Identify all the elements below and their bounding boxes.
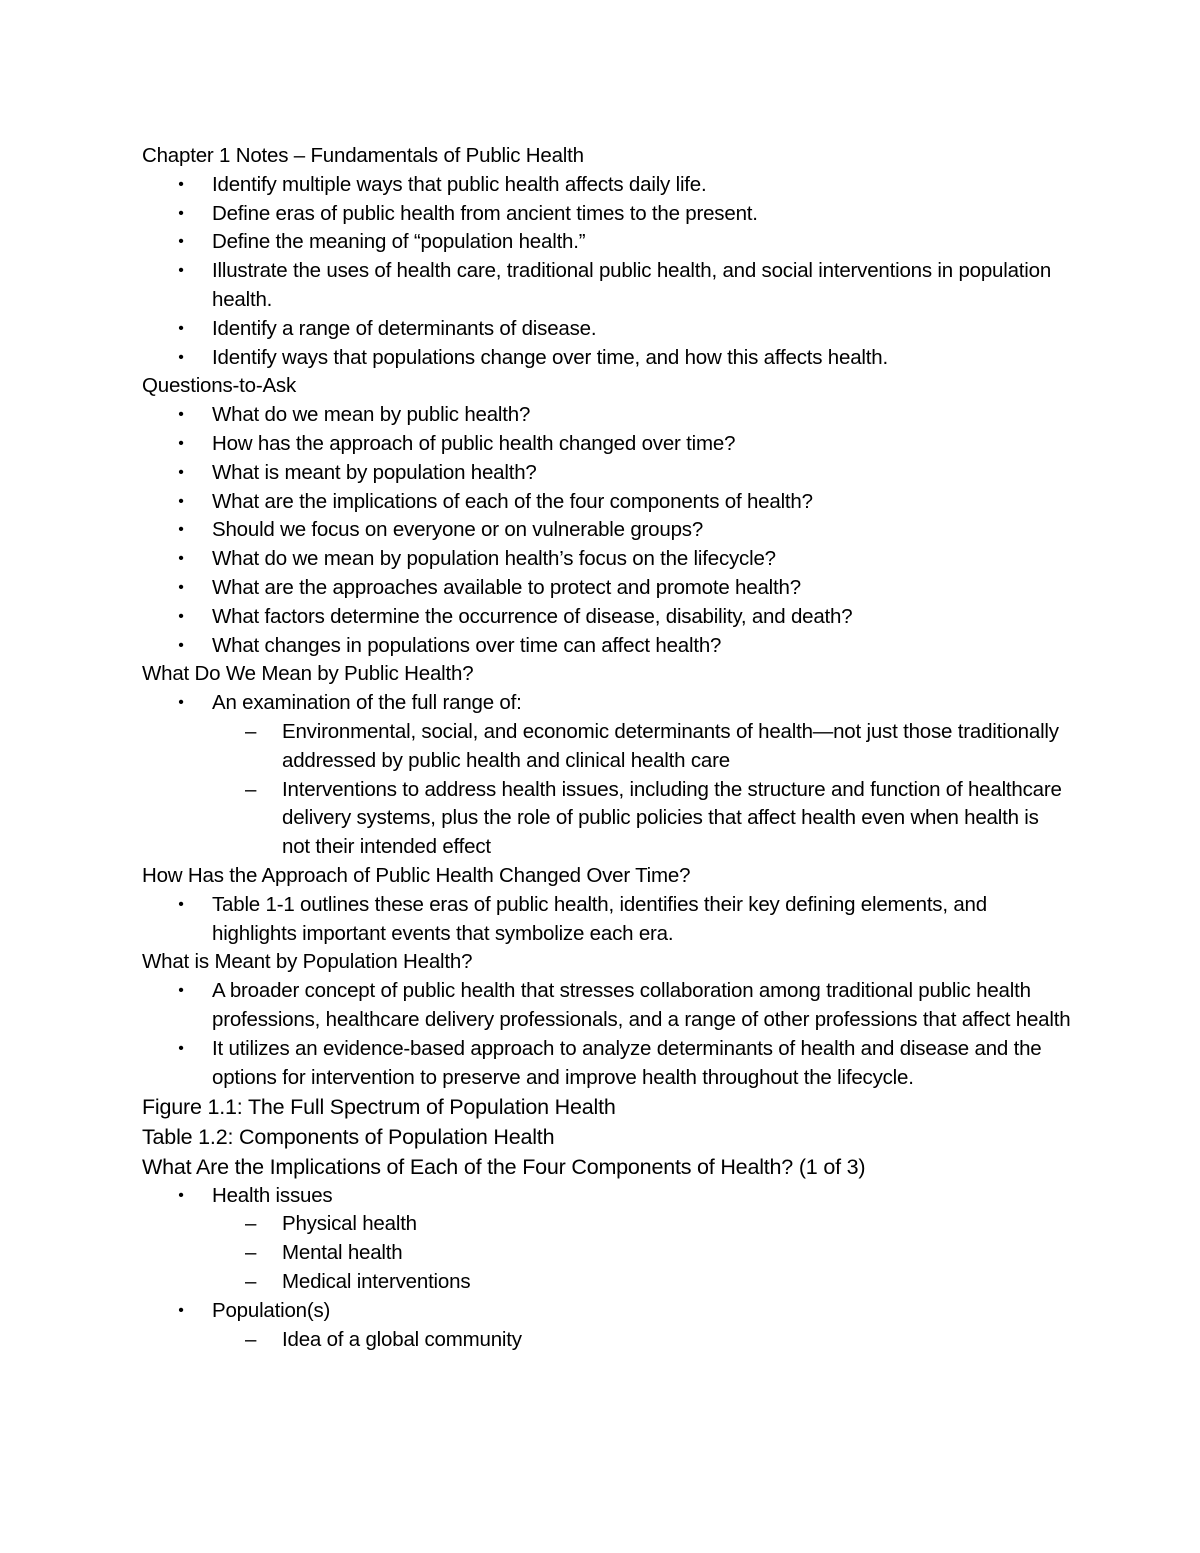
bullet-icon: • <box>178 348 184 366</box>
list-item-text: What do we mean by public health? <box>212 403 531 427</box>
bullet-icon: • <box>178 319 184 337</box>
list-item <box>142 516 1072 545</box>
dash-icon: – <box>245 1212 257 1236</box>
list-item-text: What changes in populations over time can affect health? <box>212 633 722 657</box>
list-item-text: Table 1-1 outlines these eras of public health, identifies their key defining elements, and highlights important events that symbolize each era. <box>212 892 987 945</box>
list-item <box>142 401 1072 430</box>
list-item <box>142 171 1072 200</box>
sub-list-item-text: Environmental, social, and economic determinants of health—not just those traditionally addressed by public health and clinical health care <box>282 719 1059 772</box>
list-item-text: Identify multiple ways that public health affects daily life. <box>212 172 707 196</box>
list-item <box>142 459 1072 488</box>
sub-list-item-text: Physical health <box>282 1212 417 1236</box>
bullet-icon: • <box>178 492 184 510</box>
list-item <box>142 891 1072 949</box>
sub-list-item <box>212 1326 1072 1355</box>
dash-icon: – <box>245 1270 257 1294</box>
list-item <box>142 430 1072 459</box>
sub-list-item <box>212 718 1072 776</box>
list-item-text: Illustrate the uses of health care, traditional public health, and social interventions in population health. <box>212 259 1052 311</box>
list-item <box>142 1035 1072 1093</box>
bullet-list <box>142 977 1072 1092</box>
sub-list-item-text: Idea of a global community <box>282 1327 522 1351</box>
bullet-icon: • <box>178 463 184 481</box>
section-heading: Chapter 1 Notes – Fundamentals of Public Health <box>142 144 584 167</box>
document-page <box>142 142 1072 1354</box>
list-item-text: What are the approaches available to protect and promote health? <box>212 575 801 599</box>
dash-icon: – <box>245 1327 257 1351</box>
bullet-list <box>142 171 1072 373</box>
sub-list <box>212 1326 1072 1355</box>
sub-list-item <box>212 1268 1072 1297</box>
bullet-icon: • <box>178 1186 184 1204</box>
bullet-icon: • <box>178 550 184 568</box>
bullet-icon: • <box>178 636 184 654</box>
section-heading: How Has the Approach of Public Health Changed Over Time? <box>142 863 691 887</box>
list-item <box>142 257 1072 315</box>
section-heading: Questions-to-Ask <box>142 374 297 398</box>
list-item <box>142 603 1072 632</box>
bullet-icon: • <box>178 521 184 539</box>
sub-list-item-text: Medical interventions <box>282 1270 471 1294</box>
section-heading: What Are the Implications of Each of the Four Components of Health? (1 of 3) <box>142 1154 866 1179</box>
section-heading: Table 1.2: Components of Population Health <box>142 1125 555 1150</box>
list-item <box>142 228 1072 257</box>
list-item <box>142 200 1072 229</box>
bullet-list <box>142 689 1072 862</box>
list-item <box>142 1182 1072 1297</box>
bullet-icon: • <box>178 406 184 424</box>
list-item-text: A broader concept of public health that stresses collaboration among traditional public health professions, healthcare delivery professionals, and a range of other professions that affect health <box>212 979 1071 1031</box>
list-item-text: What is meant by population health? <box>212 460 537 484</box>
list-item <box>142 488 1072 517</box>
list-item-text: What factors determine the occurrence of disease, disability, and death? <box>212 604 853 628</box>
bullet-icon: • <box>178 233 184 251</box>
sub-list-item <box>212 776 1072 862</box>
list-item-text: Define the meaning of “population health.” <box>212 230 586 254</box>
bullet-icon: • <box>178 895 184 913</box>
bullet-icon: • <box>178 204 184 222</box>
list-item-text: Identify a range of determinants of disease. <box>212 316 597 340</box>
list-item <box>142 545 1072 574</box>
bullet-icon: • <box>178 434 184 452</box>
section-heading: What is Meant by Population Health? <box>142 950 473 974</box>
section-heading: What Do We Mean by Public Health? <box>142 662 474 686</box>
list-item <box>142 574 1072 603</box>
sub-list-item-text: Mental health <box>282 1241 403 1265</box>
list-item-text: Should we focus on everyone or on vulnerable groups? <box>212 518 704 542</box>
list-item <box>142 977 1072 1035</box>
list-item-text: It utilizes an evidence-based approach to analyze determinants of health and disease and the options for intervention to preserve and improve health throughout the lifecycle. <box>212 1036 1042 1089</box>
bullet-icon: • <box>178 607 184 625</box>
sub-list <box>212 1210 1072 1296</box>
list-item <box>142 1297 1072 1355</box>
sub-list-item <box>212 1239 1072 1268</box>
dash-icon: – <box>245 1241 257 1265</box>
sub-list-item-text: Interventions to address health issues, including the structure and function of healthcare delivery systems, plus the role of public policies that affect health even when health is not their intended effect <box>282 777 1062 859</box>
dash-icon: – <box>245 719 257 743</box>
list-item <box>142 315 1072 344</box>
list-item-text: How has the approach of public health changed over time? <box>212 431 736 455</box>
list-item-text: Define eras of public health from ancient times to the present. <box>212 201 758 225</box>
bullet-icon: • <box>178 1301 184 1319</box>
bullet-icon: • <box>178 982 184 1000</box>
bullet-icon: • <box>178 694 184 712</box>
sub-list <box>212 718 1072 862</box>
bullet-list <box>142 1182 1072 1355</box>
list-item <box>142 689 1072 862</box>
sub-list-item <box>212 1210 1072 1239</box>
dash-icon: – <box>245 777 257 801</box>
list-item-text: Population(s) <box>212 1298 331 1322</box>
section-heading: Figure 1.1: The Full Spectrum of Population Health <box>142 1095 616 1120</box>
list-item <box>142 632 1072 661</box>
list-item <box>142 344 1072 373</box>
bullet-icon: • <box>178 262 184 280</box>
bullet-icon: • <box>178 175 184 193</box>
list-item-text: What are the implications of each of the four components of health? <box>212 489 813 513</box>
list-item-text: An examination of the full range of: <box>212 691 522 715</box>
list-item-text: What do we mean by population health’s focus on the lifecycle? <box>212 547 776 571</box>
bullet-list <box>142 401 1072 660</box>
bullet-icon: • <box>178 1039 184 1057</box>
list-item-text: Identify ways that populations change over time, and how this affects health. <box>212 345 888 369</box>
list-item-text: Health issues <box>212 1183 333 1207</box>
bullet-icon: • <box>178 578 184 596</box>
bullet-list <box>142 891 1072 949</box>
